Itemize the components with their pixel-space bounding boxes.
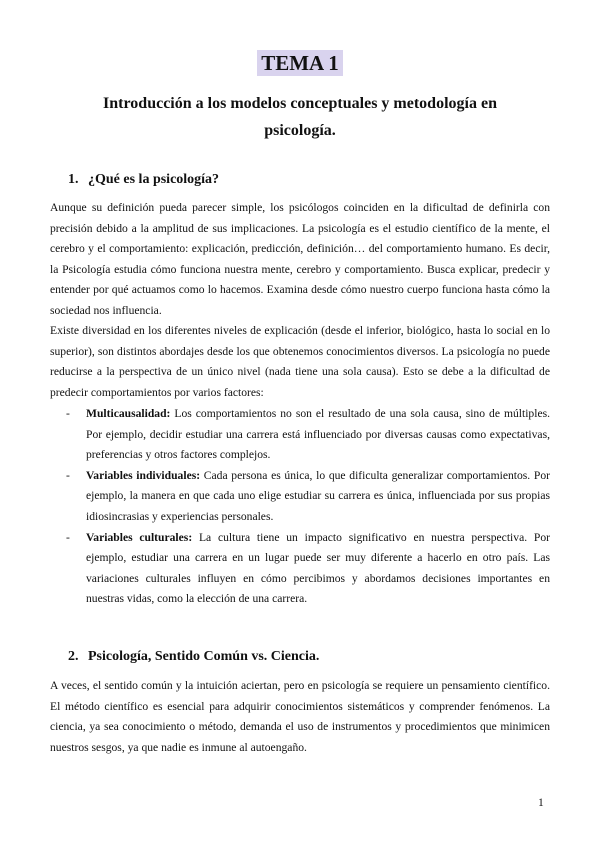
factors-list (50, 404, 550, 610)
section-1-paragraph-1: Aunque su definición pueda parecer simple, los psicólogos coinciden en la dificultad de definirla con precisión debido a la amplitud de sus implicaciones. La psicología es el estudio científico de la mente, el cerebro y el comportamiento: explicación, predicción, definición… del comportamiento humano. Es decir, la Psicología estudia cómo funciona nuestra mente, cerebro y comportamiento. Busca explicar, predecir y entender por qué actuamos como lo hacemos. Examina desde cómo nuestro cuerpo funciona hasta cómo la sociedad nos influencia. (50, 201, 550, 317)
section-2-heading (68, 648, 319, 666)
section-2-paragraph-1: A veces, el sentido común y la intuición aciertan, pero en psicología se requiere un pensamiento científico. El método científico es esencial para adquirir conocimientos sistemáticos y comprender fenómenos. La ciencia, ya sea conocimiento o método, demanda el uso de instrumentos y procedimientos que minimicen nuestros sesgos, ya que nadie es inmune al autoengaño. (50, 679, 550, 754)
section-1-paragraph-2: Existe diversidad en los diferentes niveles de explicación (desde el inferior, biológico, hasta lo social en lo superior), son distintos abordajes desde los que obtenemos conocimientos diversos. La psicología no puede reducirse a la perspectiva de un único nivel (nada tiene una sola causa). Esto se debe a la dificultad de predecir comportamientos por varios factores: (50, 324, 550, 399)
bullet-marker: - (66, 530, 70, 544)
list-item (50, 404, 550, 466)
list-item (50, 466, 550, 528)
bullet-text: Los comportamientos no son el resultado de una sola causa, sino de múltiples. Por ejemplo, decidir estudiar una carrera está influenciado por diversas causas como expectativas, preferencias y otros factores complejos. (86, 407, 550, 462)
bullet-marker: - (66, 407, 70, 420)
bullet-term: Variables individuales: (86, 468, 201, 482)
list-item (50, 528, 550, 610)
page-number: 1 (538, 796, 544, 809)
bullet-text: La cultura tiene un impacto significativo en nuestra perspectiva. Por ejemplo, estudiar una carrera en un lugar puede ser muy diferente a hacerlo en otro país. Las variaciones culturales influyen en cómo percibimos y abordamos decisiones importantes en nuestras vidas, como la elección de una carrera. (86, 530, 550, 606)
title-block (0, 50, 600, 76)
document-title: TEMA 1 (257, 50, 343, 76)
section-1-title: ¿Qué es la psicología? (88, 172, 220, 187)
section-1-number: 1. (68, 172, 79, 187)
document-subtitle: Introducción a los modelos conceptuales y metodología en psicología. (103, 95, 497, 139)
section-1-heading (68, 171, 219, 189)
section-2-number: 2. (68, 649, 79, 664)
bullet-term: Multicausalidad: (86, 407, 171, 420)
bullet-text: Cada persona es única, lo que dificulta generalizar comportamientos. Por ejemplo, la manera en que cada uno elige estudiar su carrera es única, influenciada por sus propias idiosincrasias y experiencias personales. (86, 468, 550, 523)
section-2-title: Psicología, Sentido Común vs. Ciencia. (88, 649, 320, 664)
bullet-term: Variables culturales: (86, 530, 193, 544)
bullet-marker: - (66, 468, 70, 482)
